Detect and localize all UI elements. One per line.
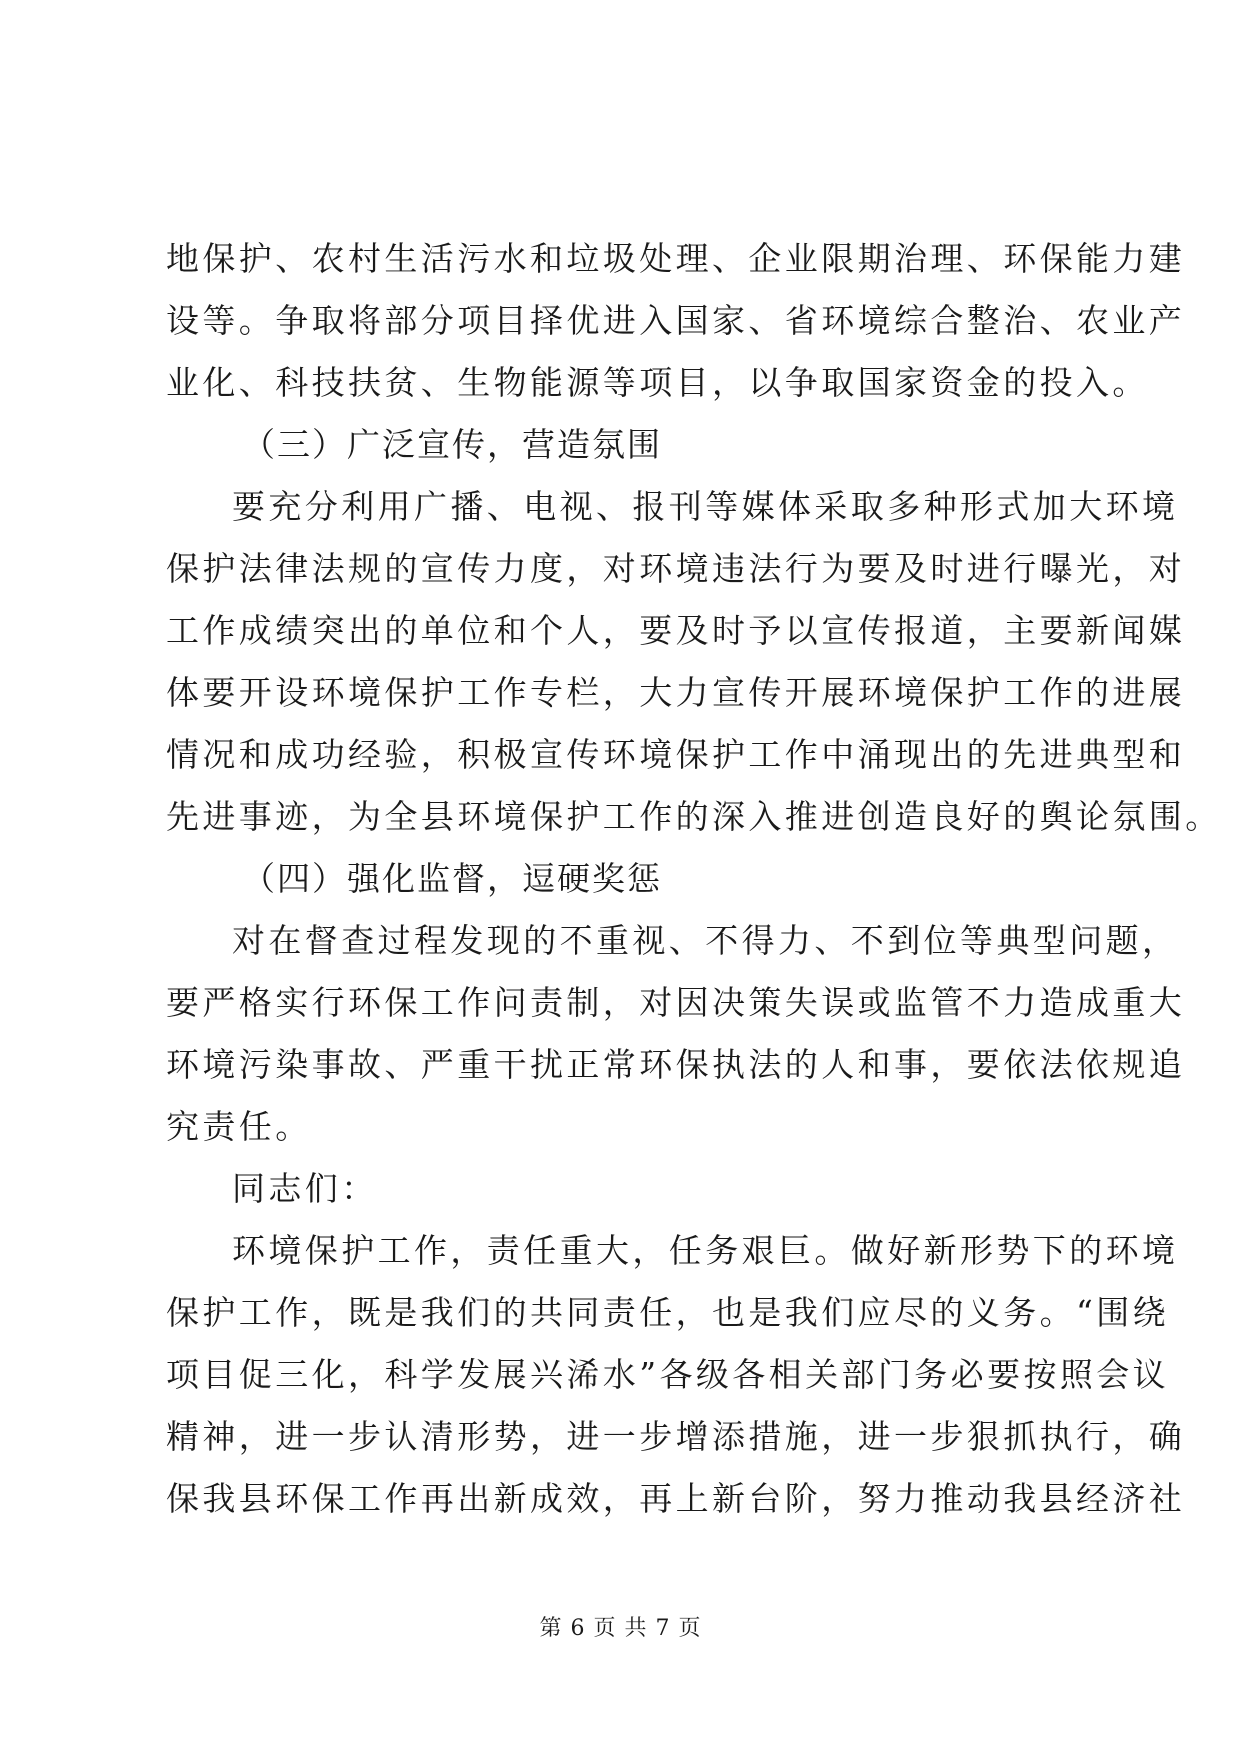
text-line: 环境污染事故、严重干扰正常环保执法的人和事，要依法依规追: [166, 1045, 1186, 1084]
text-line: 究责任。: [166, 1107, 312, 1146]
text-line: 先进事迹，为全县环境保护工作的深入推进创造良好的舆论氛围。: [166, 797, 1222, 836]
text-line: 地保护、农村生活污水和垃圾处理、企业限期治理、环保能力建: [166, 239, 1186, 278]
text-line: 工作成绩突出的单位和个人，要及时予以宣传报道，主要新闻媒: [166, 611, 1186, 650]
text-line: 环境保护工作，责任重大，任务艰巨。做好新形势下的环境: [232, 1231, 1179, 1270]
text-line: 保护法律法规的宣传力度，对环境违法行为要及时进行曝光，对: [166, 549, 1186, 588]
text-line: 精神，进一步认清形势，进一步增添措施，进一步狠抓执行，确: [166, 1417, 1186, 1456]
text-line: 体要开设环境保护工作专栏，大力宣传开展环境保护工作的进展: [166, 673, 1186, 712]
document-body: [166, 228, 1222, 1530]
text-line: 项目促三化，科学发展兴浠水”各级各相关部门务必要按照会议: [166, 1355, 1170, 1394]
text-line: 情况和成功经验，积极宣传环境保护工作中涌现出的先进典型和: [166, 735, 1186, 774]
text-line: 保护工作，既是我们的共同责任，也是我们应尽的义务。“围绕: [166, 1293, 1170, 1332]
text-line: 对在督查过程发现的不重视、不得力、不到位等典型问题，: [232, 921, 1179, 960]
text-line: 保我县环保工作再出新成效，再上新台阶，努力推动我县经济社: [166, 1479, 1186, 1518]
page-footer: 第 6 页 共 7 页: [539, 1616, 702, 1641]
text-line: 要严格实行环保工作问责制，对因决策失误或监管不力造成重大: [166, 983, 1186, 1022]
text-line: 同志们：: [232, 1169, 378, 1208]
section-heading: （三）广泛宣传，营造氛围: [242, 425, 662, 464]
text-line: 设等。争取将部分项目择优进入国家、省环境综合整治、农业产: [166, 301, 1186, 340]
text-line: 业化、科技扶贫、生物能源等项目，以争取国家资金的投入。: [166, 363, 1149, 402]
section-heading: （四）强化监督，逗硬奖惩: [242, 859, 662, 898]
text-line: 要充分利用广播、电视、报刊等媒体采取多种形式加大环境: [232, 487, 1179, 526]
